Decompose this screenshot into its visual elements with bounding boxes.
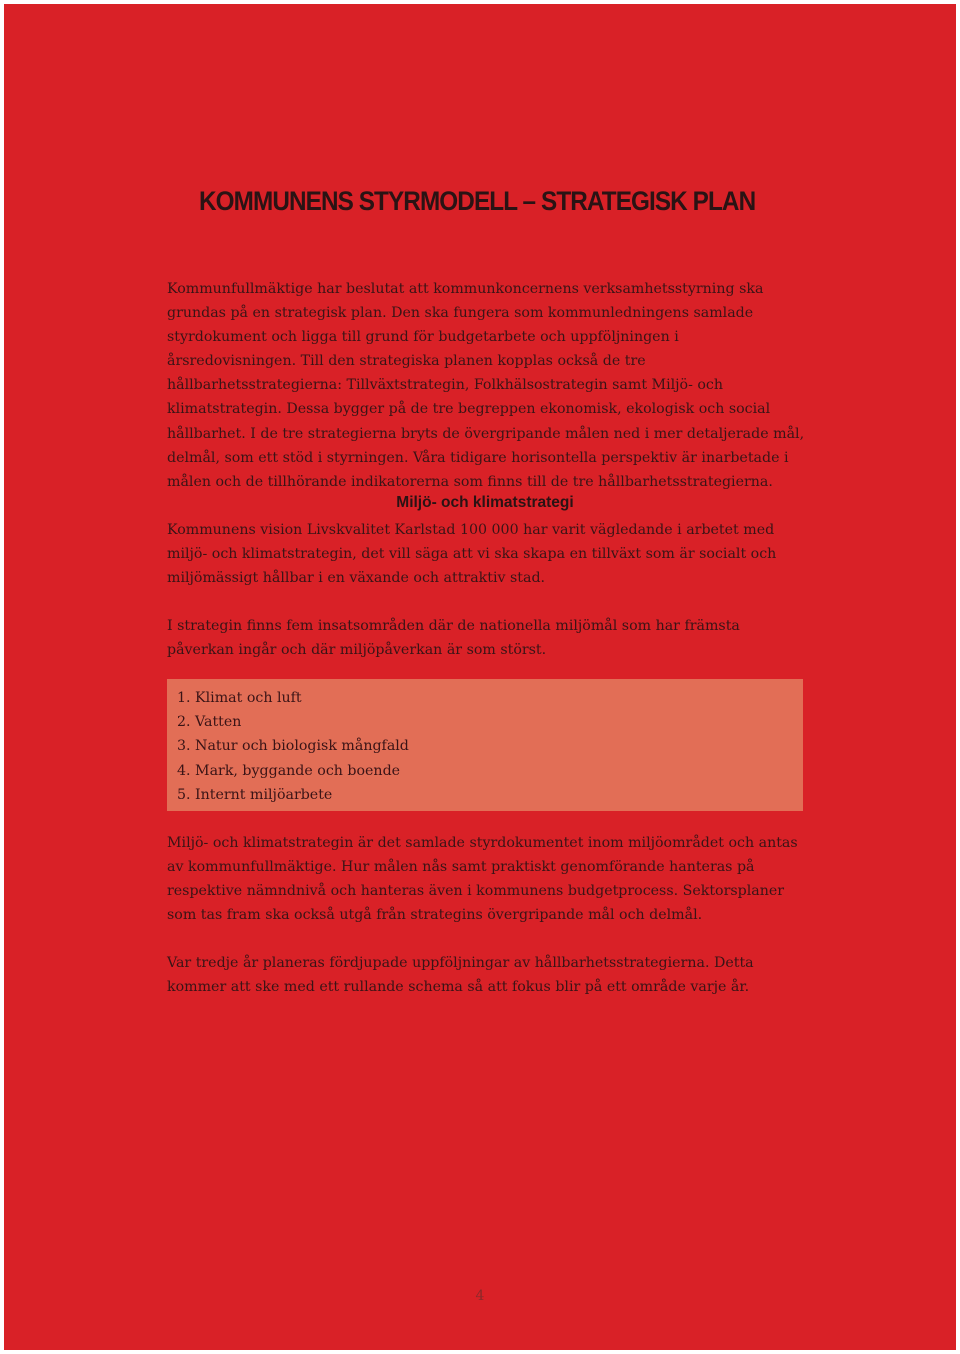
page-number: 4 <box>475 1288 485 1304</box>
document-page <box>4 4 956 1350</box>
governance-paragraph: Miljö- och klimatstrategin är det samlade styrdokumentet inom miljöområdet och antas av kommunfullmäktige. Hur målen nås samt praktiskt genomförande hanteras på respektive nämndnivå och hanteras även i kommunens budgetprocess. Sektorsplaner som tas fram ska också utgå från strategins övergripande mål och delmål. <box>167 835 798 924</box>
focus-areas-box <box>167 679 803 811</box>
focus-areas-list <box>177 686 409 807</box>
page-title: KOMMUNENS STYRMODELL – STRATEGISK PLAN <box>199 186 756 216</box>
focus-areas-intro: I strategin finns fem insatsområden där de nationella miljömål som har främsta påverkan ingår och där miljöpåverkan är som störst. <box>167 618 740 659</box>
vision-paragraph: Kommunens vision Livskvalitet Karlstad 100 000 har varit vägledande i arbetet med miljö- och klimatstrategin, det vill säga att vi ska skapa en tillväxt som är socialt och miljömässigt hållbar i en växande och attraktiv stad. <box>167 522 777 587</box>
focus-area-item: 2. Vatten <box>177 714 242 731</box>
focus-area-item: 4. Mark, byggande och boende <box>177 762 401 779</box>
focus-area-item: 5. Internt miljöarbete <box>177 786 333 803</box>
intro-paragraph: Kommunfullmäktige har beslutat att kommunkoncernens verksamhetsstyrning ska grundas på en strategisk plan. Den ska fungera som kommunledningens samlade styrdokument och ligga till grund för budgetarbete och uppföljningen i årsredovisningen. Till den strategiska planen kopplas också de tre hållbarhetsstrategierna: Tillväxtstrategin, Folkhälsostrategin samt Miljö- och klimatstrategin. Dessa bygger på de tre begreppen ekonomisk, ekologisk och social hållbarhet. I de tre strategierna bryts de övergripande målen ned i mer detaljerade mål, delmål, som ett stöd i styrningen. Våra tidigare horisontella perspektiv är inarbetade i målen och de tillhörande indikatorerna som finns till de tre hållbarhetsstrategierna. <box>167 281 805 490</box>
section-heading: Miljö- och klimatstrategi <box>396 494 574 511</box>
focus-area-item: 1. Klimat och luft <box>177 690 302 706</box>
focus-area-item: 3. Natur och biologisk mångfald <box>177 738 409 755</box>
followup-paragraph: Var tredje år planeras fördjupade uppföljningar av hållbarhetsstrategierna. Detta kommer att ske med ett rullande schema så att fokus blir på ett område varje år. <box>167 955 754 996</box>
